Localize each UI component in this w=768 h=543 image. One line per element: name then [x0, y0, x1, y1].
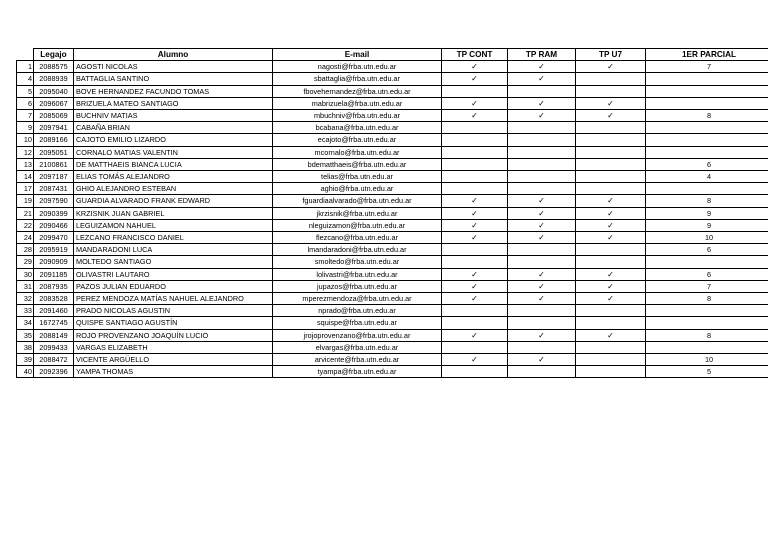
header-alumno[interactable]: Alumno: [74, 49, 273, 61]
tp-ram-cell[interactable]: [508, 244, 576, 256]
tp-ram-cell[interactable]: [508, 85, 576, 97]
table-row: [17, 219, 768, 231]
legajo-cell[interactable]: 2092396: [34, 366, 74, 378]
parcial-cell[interactable]: [646, 341, 768, 353]
tp-ram-cell[interactable]: ✓: [508, 329, 576, 341]
alumno-cell[interactable]: KRZISNIK JUAN GABRIEL: [74, 207, 273, 219]
parcial-cell[interactable]: 8: [646, 195, 768, 207]
tp-u7-cell[interactable]: [576, 122, 646, 134]
tp-u7-cell[interactable]: ✓: [576, 195, 646, 207]
tp-ram-cell[interactable]: ✓: [508, 219, 576, 231]
legajo-cell[interactable]: 2091185: [34, 268, 74, 280]
tp-ram-cell[interactable]: [508, 317, 576, 329]
tp-u7-cell[interactable]: [576, 134, 646, 146]
parcial-cell[interactable]: [646, 317, 768, 329]
tp-ram-cell[interactable]: ✓: [508, 61, 576, 73]
tp-cont-cell[interactable]: [442, 244, 508, 256]
alumno-cell[interactable]: CAJOTO EMILIO LIZARDO: [74, 134, 273, 146]
table-row: [17, 268, 768, 280]
students-table: [16, 48, 768, 378]
parcial-cell[interactable]: 9: [646, 207, 768, 219]
table-row: [17, 146, 768, 158]
email-cell[interactable]: aghio@frba.utn.edu.ar: [273, 183, 442, 195]
header-tp-ram[interactable]: TP RAM: [508, 49, 576, 61]
email-cell[interactable]: mabrizuela@frba.utn.edu.ar: [273, 97, 442, 109]
parcial-cell[interactable]: [646, 122, 768, 134]
tp-u7-cell[interactable]: [576, 305, 646, 317]
parcial-cell[interactable]: [646, 73, 768, 85]
row-number[interactable]: 31: [17, 280, 34, 292]
tp-u7-cell[interactable]: ✓: [576, 280, 646, 292]
tp-u7-cell[interactable]: [576, 244, 646, 256]
tp-u7-cell[interactable]: ✓: [576, 293, 646, 305]
parcial-cell[interactable]: [646, 256, 768, 268]
alumno-cell[interactable]: MOLTEDO SANTIAGO: [74, 256, 273, 268]
alumno-cell[interactable]: LEGUIZAMON NAHUEL: [74, 219, 273, 231]
alumno-cell[interactable]: DE MATTHAEIS BIANCA LUCIA: [74, 158, 273, 170]
legajo-cell[interactable]: 2097590: [34, 195, 74, 207]
tp-ram-cell[interactable]: ✓: [508, 232, 576, 244]
alumno-cell[interactable]: ELIAS TOMÁS ALEJANDRO: [74, 171, 273, 183]
tp-u7-cell[interactable]: ✓: [576, 61, 646, 73]
parcial-cell[interactable]: 4: [646, 171, 768, 183]
table-row: [17, 280, 768, 292]
alumno-cell[interactable]: QUISPE SANTIAGO AGUSTÍN: [74, 317, 273, 329]
email-cell[interactable]: mcornalo@frba.utn.edu.ar: [273, 146, 442, 158]
tp-ram-cell[interactable]: [508, 134, 576, 146]
legajo-cell[interactable]: 2090909: [34, 256, 74, 268]
email-cell[interactable]: elvargas@frba.utn.edu.ar: [273, 341, 442, 353]
alumno-cell[interactable]: YAMPA THOMAS: [74, 366, 273, 378]
tp-u7-cell[interactable]: [576, 317, 646, 329]
email-cell[interactable]: fbovehernandez@frba.utn.edu.ar: [273, 85, 442, 97]
alumno-cell[interactable]: VICENTE ARGÜELLO: [74, 354, 273, 366]
tp-cont-cell[interactable]: ✓: [442, 280, 508, 292]
parcial-cell[interactable]: 7: [646, 280, 768, 292]
legajo-cell[interactable]: 2087935: [34, 280, 74, 292]
tp-cont-cell[interactable]: [442, 341, 508, 353]
header-email[interactable]: E-mail: [273, 49, 442, 61]
legajo-cell[interactable]: 2088575: [34, 61, 74, 73]
tp-cont-cell[interactable]: ✓: [442, 61, 508, 73]
tp-ram-cell[interactable]: ✓: [508, 280, 576, 292]
alumno-cell[interactable]: LEZCANO FRANCISCO DANIEL: [74, 232, 273, 244]
tp-ram-cell[interactable]: [508, 256, 576, 268]
tp-u7-cell[interactable]: ✓: [576, 219, 646, 231]
row-number[interactable]: 9: [17, 122, 34, 134]
tp-cont-cell[interactable]: ✓: [442, 354, 508, 366]
alumno-cell[interactable]: BUCHNIV MATIAS: [74, 110, 273, 122]
alumno-cell[interactable]: PAZOS JULIAN EDUARDO: [74, 280, 273, 292]
legajo-cell[interactable]: 2088472: [34, 354, 74, 366]
legajo-cell[interactable]: 2091460: [34, 305, 74, 317]
email-cell[interactable]: nleguizamon@frba.utn.edu.ar: [273, 219, 442, 231]
tp-u7-cell[interactable]: ✓: [576, 110, 646, 122]
tp-cont-cell[interactable]: [442, 183, 508, 195]
tp-ram-cell[interactable]: ✓: [508, 195, 576, 207]
row-number[interactable]: 1: [17, 61, 34, 73]
tp-ram-cell[interactable]: [508, 122, 576, 134]
alumno-cell[interactable]: VARGAS ELIZABETH: [74, 341, 273, 353]
tp-cont-cell[interactable]: [442, 134, 508, 146]
table-row: [17, 122, 768, 134]
table-row: [17, 195, 768, 207]
tp-ram-cell[interactable]: ✓: [508, 97, 576, 109]
row-number[interactable]: 6: [17, 97, 34, 109]
alumno-cell[interactable]: PRADO NICOLAS AGUSTIN: [74, 305, 273, 317]
row-number[interactable]: 14: [17, 171, 34, 183]
email-cell[interactable]: fguardiaalvarado@frba.utn.edu.ar: [273, 195, 442, 207]
legajo-cell[interactable]: 2095919: [34, 244, 74, 256]
row-number[interactable]: 21: [17, 207, 34, 219]
legajo-cell[interactable]: 2085069: [34, 110, 74, 122]
tp-cont-cell[interactable]: ✓: [442, 195, 508, 207]
legajo-cell[interactable]: 2088939: [34, 73, 74, 85]
parcial-cell[interactable]: [646, 305, 768, 317]
email-cell[interactable]: jupazos@frba.utn.edu.ar: [273, 280, 442, 292]
legajo-cell[interactable]: 2083528: [34, 293, 74, 305]
legajo-cell[interactable]: 1672745: [34, 317, 74, 329]
email-cell[interactable]: nprado@frba.utn.edu.ar: [273, 305, 442, 317]
tp-ram-cell[interactable]: ✓: [508, 268, 576, 280]
parcial-cell[interactable]: 10: [646, 232, 768, 244]
table-row: [17, 256, 768, 268]
tp-cont-cell[interactable]: [442, 158, 508, 170]
row-number[interactable]: 24: [17, 232, 34, 244]
email-cell[interactable]: smoltedo@frba.utn.edu.ar: [273, 256, 442, 268]
alumno-cell[interactable]: BRIZUELA MATEO SANTIAGO: [74, 97, 273, 109]
tp-ram-cell[interactable]: [508, 146, 576, 158]
tp-u7-cell[interactable]: [576, 354, 646, 366]
tp-cont-cell[interactable]: ✓: [442, 232, 508, 244]
legajo-cell[interactable]: 2099470: [34, 232, 74, 244]
tp-cont-cell[interactable]: ✓: [442, 97, 508, 109]
email-cell[interactable]: flezcano@frba.utn.edu.ar: [273, 232, 442, 244]
legajo-cell[interactable]: 2087431: [34, 183, 74, 195]
tp-cont-cell[interactable]: ✓: [442, 219, 508, 231]
row-number[interactable]: 39: [17, 354, 34, 366]
table-row: [17, 61, 768, 73]
parcial-cell[interactable]: 10: [646, 354, 768, 366]
legajo-cell[interactable]: 2097941: [34, 122, 74, 134]
header-tp-u7[interactable]: TP U7: [576, 49, 646, 61]
parcial-cell[interactable]: 5: [646, 366, 768, 378]
tp-u7-cell[interactable]: [576, 183, 646, 195]
legajo-cell[interactable]: 2088149: [34, 329, 74, 341]
alumno-cell[interactable]: GHIO ALEJANDRO ESTEBAN: [74, 183, 273, 195]
email-cell[interactable]: nagosti@frba.utn.edu.ar: [273, 61, 442, 73]
table-row: [17, 244, 768, 256]
header-legajo[interactable]: Legajo: [34, 49, 74, 61]
row-number[interactable]: 38: [17, 341, 34, 353]
tp-u7-cell[interactable]: [576, 171, 646, 183]
parcial-cell[interactable]: [646, 134, 768, 146]
email-cell[interactable]: tyampa@frba.utn.edu.ar: [273, 366, 442, 378]
header-tp-cont[interactable]: TP CONT: [442, 49, 508, 61]
tp-cont-cell[interactable]: [442, 171, 508, 183]
tp-cont-cell[interactable]: ✓: [442, 268, 508, 280]
tp-u7-cell[interactable]: ✓: [576, 329, 646, 341]
row-number[interactable]: 28: [17, 244, 34, 256]
row-number[interactable]: 34: [17, 317, 34, 329]
alumno-cell[interactable]: CABAÑA BRIAN: [74, 122, 273, 134]
table-row: [17, 110, 768, 122]
email-cell[interactable]: jrojoprovenzano@frba.utn.edu.ar: [273, 329, 442, 341]
table-row: [17, 134, 768, 146]
tp-u7-cell[interactable]: [576, 146, 646, 158]
header-row: [17, 49, 768, 61]
tp-ram-cell[interactable]: [508, 171, 576, 183]
table-body: [17, 61, 768, 378]
tp-cont-cell[interactable]: ✓: [442, 110, 508, 122]
tp-u7-cell[interactable]: [576, 366, 646, 378]
parcial-cell[interactable]: [646, 183, 768, 195]
tp-u7-cell[interactable]: [576, 341, 646, 353]
tp-cont-cell[interactable]: [442, 366, 508, 378]
email-cell[interactable]: lmandaradoni@frba.utn.edu.ar: [273, 244, 442, 256]
row-number[interactable]: 10: [17, 134, 34, 146]
legajo-cell[interactable]: 2095051: [34, 146, 74, 158]
tp-cont-cell[interactable]: [442, 122, 508, 134]
legajo-cell[interactable]: 2089166: [34, 134, 74, 146]
legajo-cell[interactable]: 2096067: [34, 97, 74, 109]
alumno-cell[interactable]: AGOSTI NICOLAS: [74, 61, 273, 73]
legajo-cell[interactable]: 2097187: [34, 171, 74, 183]
row-number[interactable]: 12: [17, 146, 34, 158]
row-number[interactable]: 13: [17, 158, 34, 170]
legajo-cell[interactable]: 2090399: [34, 207, 74, 219]
table-row: [17, 158, 768, 170]
tp-ram-cell[interactable]: ✓: [508, 73, 576, 85]
email-cell[interactable]: jkrzisnik@frba.utn.edu.ar: [273, 207, 442, 219]
email-cell[interactable]: mbuchniv@frba.utn.edu.ar: [273, 110, 442, 122]
alumno-cell[interactable]: PEREZ MENDOZA MATÍAS NAHUEL ALEJANDRO: [74, 293, 273, 305]
parcial-cell[interactable]: 8: [646, 110, 768, 122]
row-number[interactable]: 30: [17, 268, 34, 280]
tp-ram-cell[interactable]: [508, 158, 576, 170]
parcial-cell[interactable]: 6: [646, 158, 768, 170]
tp-u7-cell[interactable]: ✓: [576, 97, 646, 109]
table-row: [17, 183, 768, 195]
parcial-cell[interactable]: 6: [646, 268, 768, 280]
tp-u7-cell[interactable]: ✓: [576, 207, 646, 219]
tp-ram-cell[interactable]: [508, 366, 576, 378]
tp-ram-cell[interactable]: [508, 341, 576, 353]
email-cell[interactable]: lolivastri@frba.utn.edu.ar: [273, 268, 442, 280]
email-cell[interactable]: telias@frba.utn.edu.ar: [273, 171, 442, 183]
tp-cont-cell[interactable]: [442, 85, 508, 97]
email-cell[interactable]: arvicente@frba.utn.edu.ar: [273, 354, 442, 366]
row-number[interactable]: 29: [17, 256, 34, 268]
header-index: [17, 49, 34, 61]
tp-cont-cell[interactable]: ✓: [442, 73, 508, 85]
row-number[interactable]: 35: [17, 329, 34, 341]
tp-ram-cell[interactable]: [508, 183, 576, 195]
tp-cont-cell[interactable]: [442, 317, 508, 329]
tp-u7-cell[interactable]: [576, 73, 646, 85]
row-number[interactable]: 4: [17, 73, 34, 85]
tp-u7-cell[interactable]: [576, 158, 646, 170]
table-row: [17, 85, 768, 97]
alumno-cell[interactable]: OLIVASTRI LAUTARO: [74, 268, 273, 280]
tp-u7-cell[interactable]: [576, 85, 646, 97]
parcial-cell[interactable]: 9: [646, 219, 768, 231]
table-row: [17, 341, 768, 353]
parcial-cell[interactable]: 7: [646, 61, 768, 73]
alumno-cell[interactable]: MANDARADONI LUCA: [74, 244, 273, 256]
email-cell[interactable]: bcabana@frba.utn.edu.ar: [273, 122, 442, 134]
tp-cont-cell[interactable]: ✓: [442, 329, 508, 341]
tp-ram-cell[interactable]: [508, 305, 576, 317]
tp-cont-cell[interactable]: [442, 256, 508, 268]
table-row: [17, 354, 768, 366]
table-row: [17, 232, 768, 244]
email-cell[interactable]: squispe@frba.utn.edu.ar: [273, 317, 442, 329]
email-cell[interactable]: mperezmendoza@frba.utn.edu.ar: [273, 293, 442, 305]
table-row: [17, 329, 768, 341]
row-number[interactable]: 19: [17, 195, 34, 207]
row-number[interactable]: 17: [17, 183, 34, 195]
row-number[interactable]: 5: [17, 85, 34, 97]
email-cell[interactable]: bdematthaeis@frba.utn.edu.ar: [273, 158, 442, 170]
alumno-cell[interactable]: ROJO PROVENZANO JOAQUÍN LUCIO: [74, 329, 273, 341]
parcial-cell[interactable]: [646, 97, 768, 109]
table-row: [17, 207, 768, 219]
header-parcial[interactable]: 1ER PARCIAL: [646, 49, 768, 61]
table-row: [17, 293, 768, 305]
legajo-cell[interactable]: 2100861: [34, 158, 74, 170]
legajo-cell[interactable]: 2090466: [34, 219, 74, 231]
tp-cont-cell[interactable]: ✓: [442, 293, 508, 305]
table-row: [17, 171, 768, 183]
parcial-cell[interactable]: [646, 146, 768, 158]
table-row: [17, 97, 768, 109]
students-sheet: [16, 48, 768, 378]
table-row: [17, 366, 768, 378]
parcial-cell[interactable]: [646, 85, 768, 97]
tp-cont-cell[interactable]: [442, 305, 508, 317]
tp-ram-cell[interactable]: ✓: [508, 207, 576, 219]
tp-u7-cell[interactable]: ✓: [576, 232, 646, 244]
parcial-cell[interactable]: 8: [646, 329, 768, 341]
row-number[interactable]: 7: [17, 110, 34, 122]
alumno-cell[interactable]: CORNALO MATIAS VALENTIN: [74, 146, 273, 158]
legajo-cell[interactable]: 2099433: [34, 341, 74, 353]
table-row: [17, 317, 768, 329]
row-number[interactable]: 32: [17, 293, 34, 305]
row-number[interactable]: 33: [17, 305, 34, 317]
email-cell[interactable]: ecajoto@frba.utn.edu.ar: [273, 134, 442, 146]
tp-cont-cell[interactable]: ✓: [442, 207, 508, 219]
table-row: [17, 73, 768, 85]
tp-cont-cell[interactable]: [442, 146, 508, 158]
row-number[interactable]: 22: [17, 219, 34, 231]
table-row: [17, 305, 768, 317]
tp-u7-cell[interactable]: ✓: [576, 268, 646, 280]
email-cell[interactable]: sbattaglia@frba.utn.edu.ar: [273, 73, 442, 85]
row-number[interactable]: 40: [17, 366, 34, 378]
tp-ram-cell[interactable]: ✓: [508, 110, 576, 122]
parcial-cell[interactable]: 6: [646, 244, 768, 256]
tp-ram-cell[interactable]: ✓: [508, 293, 576, 305]
tp-ram-cell[interactable]: ✓: [508, 354, 576, 366]
alumno-cell[interactable]: BATTAGLIA SANTINO: [74, 73, 273, 85]
alumno-cell[interactable]: BOVE HERNANDEZ FACUNDO TOMAS: [74, 85, 273, 97]
legajo-cell[interactable]: 2095040: [34, 85, 74, 97]
alumno-cell[interactable]: GUARDIA ALVARADO FRANK EDWARD: [74, 195, 273, 207]
parcial-cell[interactable]: 8: [646, 293, 768, 305]
tp-u7-cell[interactable]: [576, 256, 646, 268]
